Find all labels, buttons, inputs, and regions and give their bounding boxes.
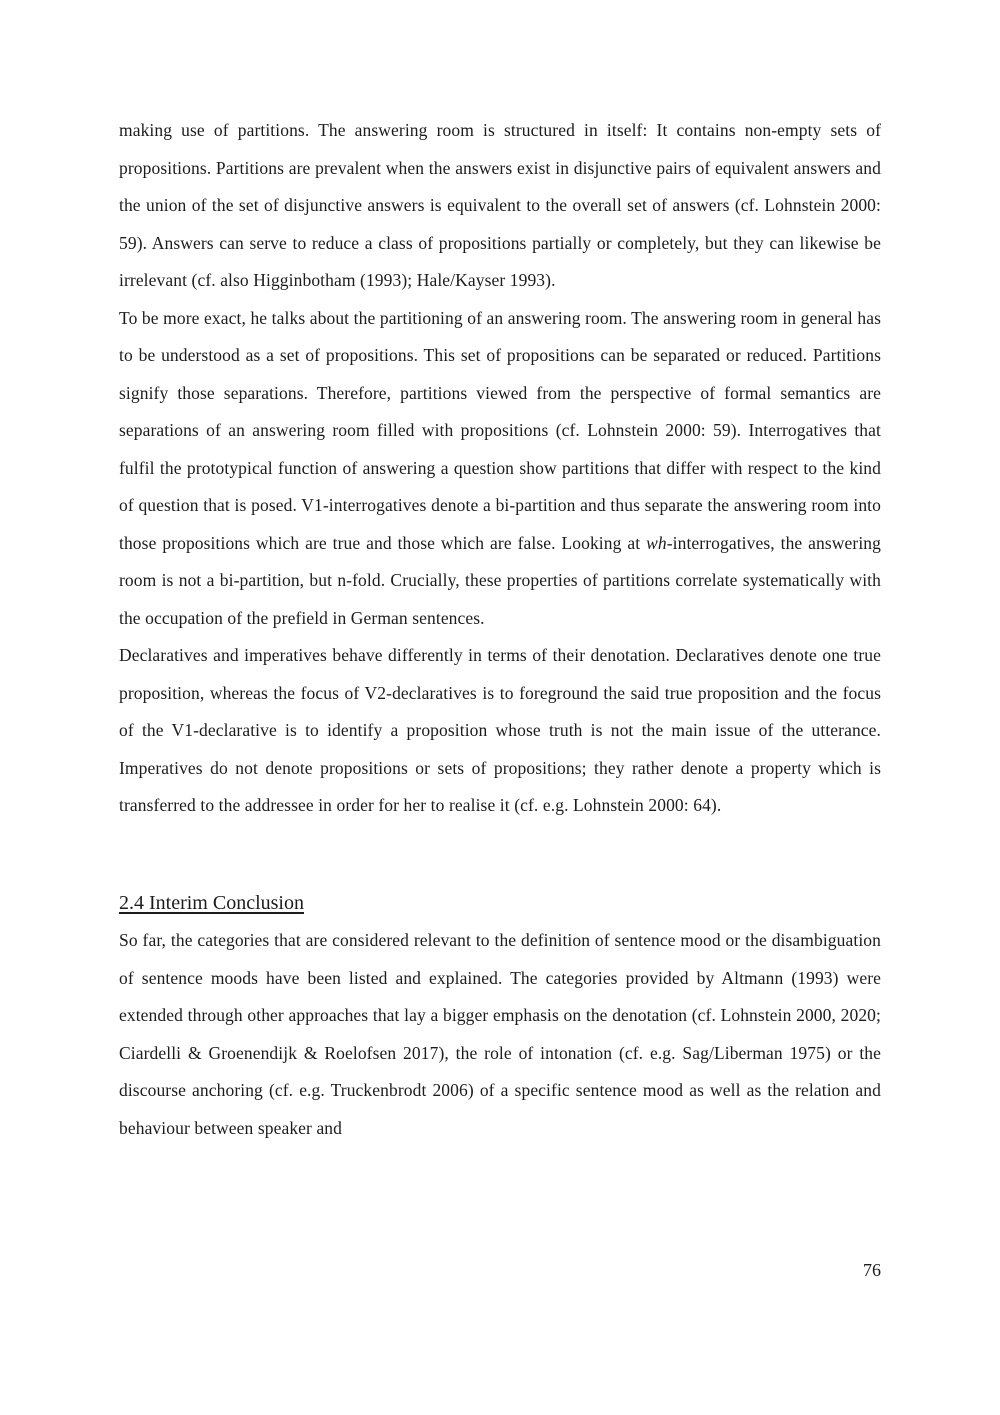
paragraph-answering-room	[119, 300, 881, 638]
page-number: 76	[863, 1260, 881, 1280]
paragraph-partitions: making use of partitions. The answering room is structured in itself: It contains non-empty sets of propositions. Partitions are prevalent when the answers exist in disjunctive pairs of equivalent answers and the union of the set of disjunctive answers is equivalent to the overall set of answers (cf. Lohnstein 2000: 59). Answers can serve to reduce a class of propositions partially or completely, but they can likewise be irrelevant (cf. also Higginbotham (1993); Hale/Kayser 1993).	[119, 120, 881, 290]
paragraph-text: -interrogatives, the answering room is not a bi-partition, but n-fold. Crucially, these properties of partitions correlate systematically with the occupation of the prefield in German sentences.	[119, 532, 881, 628]
paragraph-interim-conclusion: So far, the categories that are considered relevant to the definition of sentence mood or the disambiguation of sentence moods have been listed and explained. The categories provided by Altmann (1993) were extended through other approaches that lay a bigger emphasis on the denotation (cf. Lohnstein 2000, 2020; Ciardelli & Groenendijk & Roelofsen 2017), the role of intonation (cf. e.g. Sag/Liberman 1975) or the discourse anchoring (cf. e.g. Truckenbrodt 2006) of a specific sentence mood as well as the relation and behaviour between speaker and	[119, 930, 881, 1138]
section-heading: 2.4 Interim Conclusion	[119, 891, 304, 914]
italic-term-wh: wh	[646, 532, 667, 553]
body-text	[119, 112, 881, 1147]
paragraph-text: To be more exact, he talks about the partitioning of an answering room. The answering room in general has to be understood as a set of propositions. This set of propositions can be separated or reduced. Partitions signify those separations. Therefore, partitions viewed from the perspective of formal semantics are separations of an answering room filled with propositions (cf. Lohnstein 2000: 59). Interrogatives that fulfil the prototypical function of answering a question show partitions that differ with respect to the kind of question that is posed. V1-interrogatives denote a bi-partition and thus separate the answering room into those propositions which are true and those which are false. Looking at	[119, 307, 881, 553]
paragraph-declaratives-imperatives: Declaratives and imperatives behave differently in terms of their denotation. Declaratives denote one true proposition, whereas the focus of V2-declaratives is to foreground the said true proposition and the focus of the V1-declarative is to identify a proposition whose truth is not the main issue of the utterance. Imperatives do not denote propositions or sets of propositions; they rather denote a property which is transferred to the addressee in order for her to realise it (cf. e.g. Lohnstein 2000: 64).	[119, 645, 881, 815]
